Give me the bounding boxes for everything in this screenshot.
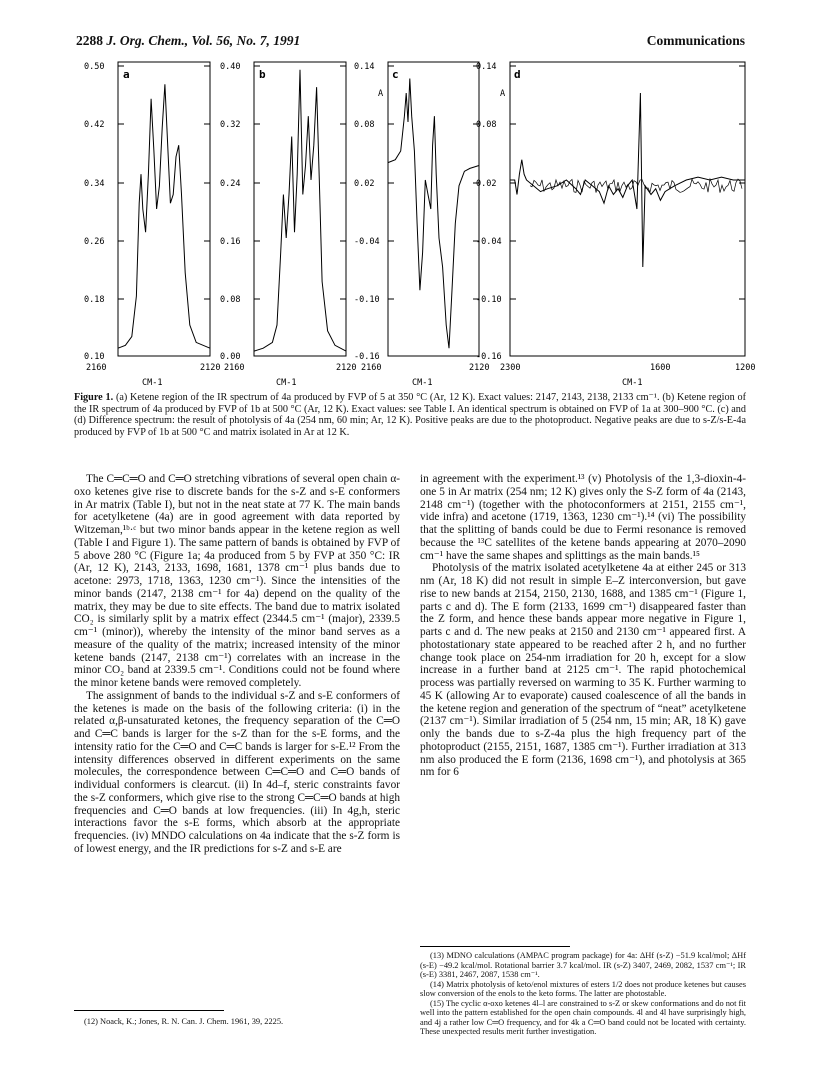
page-number: 2288 — [76, 33, 103, 48]
x-tick-label: 2160 — [361, 363, 382, 373]
y-tick-label: 0.16 — [220, 237, 241, 247]
panel-letter: a — [123, 68, 130, 81]
x-axis-label: CM-1 — [412, 378, 433, 388]
x-axis-label: CM-1 — [276, 378, 297, 388]
spectrum-panel-c — [354, 62, 489, 388]
paragraph: Photolysis of the matrix isolated acetylketene 4a at either 245 or 313 nm (Ar, 18 K) did not result in simple E–Z interconversion, but gave rise to new bands at 2154, 2150, 2130, 1688, and 1385 cm⁻¹ (Figure 1, parts c and d). The E form (2133, 1699 cm⁻¹) disappeared faster than the Z form, and hence these bands appear more negative in Figure 1, parts c and d. The new peaks at 2150 and 2130 cm⁻¹ appeared first. A photostationary state appeared to be reached after 2 h, and no further change took place on 254-nm irradiation for 20 h, except for a slow increase in a further band at 2125 cm⁻¹. The rapid photochemical process was partially reversed on warming to 35 K. Further warming to 45 K (allowing Ar to evaporate) caused coalescence of all the bands in the ketene region and generation of the spectrum of “neat” acetylketene (2137 cm⁻¹). Similar irradiation of 5 (254 nm, 15 min; AR, 18 K) gave only the bands due to s-Z-4a plus the high frequency part of the photoproduct (2155, 2151, 1687, 1385 cm⁻¹). Further irradiation at 313 nm also produced the E form (2136, 1698 cm⁻¹), and photolysis at 365 nm for 6 — [420, 562, 746, 779]
y-tick-label: -0.10 — [354, 295, 380, 305]
spectrum-trace — [118, 84, 210, 348]
y-tick-label: 0.08 — [220, 295, 241, 305]
y-axis-label: A — [500, 89, 506, 99]
y-tick-label: 0.02 — [476, 179, 497, 189]
y-tick-label: 0.02 — [354, 179, 375, 189]
paragraph: The C═C═O and C═O stretching vibrations of several open chain α-oxo ketenes give rise to discrete bands for the s-Z and s-E conformers in Ar matrix (Table I), but not in the neat state at 77 K. The main bands for acetylketene (4a) are in good agreement with data reported by Witzeman,¹ᵇ·ᶜ but two minor bands appear in the ketene region as well (Table I and Figure 1). The same pattern of bands is obtained by FVP of 5 above 280 °C (Figure 1a; 4a produced from 5 by FVP at 350 °C: IR (Ar, 12 K), 2143, 2133, 1698, 1681, 1378 cm⁻¹ plus bands due to acetone: 2973, 1718, 1363, 1230 cm⁻¹). Since the intensities of the minor bands (2147, 2138 cm⁻¹ for 4a) depend on the quality of the matrix, they may be due to site effects. The band due to matrix isolated CO₂ is similarly split by a matrix effect (2344.5 cm⁻¹ (major), 2339.5 cm⁻¹ (minor)), whereby the intensity of the minor band serves as a measure of the quality of the matrix; increased intensity of the minor ketene bands (2147, 2138 cm⁻¹) correlates with an increase in the minor CO₂ band at 2339.5 cm⁻¹. Conditions could not be found where the minor ketene bands were removed completely. — [74, 473, 400, 689]
body-column-left — [74, 473, 400, 856]
y-tick-label: -0.04 — [476, 237, 502, 247]
x-axis-label: CM-1 — [622, 378, 643, 388]
y-tick-label: 0.24 — [220, 179, 241, 189]
y-tick-label: 0.14 — [354, 62, 375, 72]
volume-info: Vol. 56, No. 7, 1991 — [191, 33, 301, 48]
figure-caption — [74, 392, 746, 438]
y-tick-label: 0.18 — [84, 295, 105, 305]
footnote-left — [74, 1017, 400, 1027]
x-tick-label: 2300 — [500, 363, 521, 373]
plot-frame — [254, 62, 346, 356]
plot-frame — [388, 62, 479, 356]
spectrum-panel-a — [84, 62, 220, 388]
y-axis-label: A — [378, 89, 384, 99]
caption-label: Figure 1. — [74, 392, 114, 403]
y-tick-label: 0.32 — [220, 120, 241, 130]
section-title: Communications — [646, 33, 745, 48]
y-tick-label: 0.10 — [84, 352, 105, 362]
y-tick-label: 0.08 — [476, 120, 497, 130]
journal-name: J. Org. Chem., — [106, 33, 189, 48]
plot-frame — [510, 62, 745, 356]
spectrum-panel-d — [476, 62, 755, 388]
x-tick-label: 2120 — [469, 363, 490, 373]
footnote-12: (12) Noack, K.; Jones, R. N. Can. J. Chem. 1961, 39, 2225. — [84, 1017, 284, 1026]
x-tick-label: 2120 — [200, 363, 221, 373]
y-tick-label: 0.14 — [476, 62, 497, 72]
spectrum-trace — [254, 70, 346, 351]
caption-text: (a) Ketene region of the IR spectrum of 4a produced by FVP of 5 at 350 °C (Ar, 12 K). Exact values: 2147, 2143, 2138, 2133 cm⁻¹. (b) Ketene region of the IR spectrum of 4a produced by FVP of 1b at 500 °C (Ar, 12 K). Exact values: see Table I. An identical spectrum is obtained on FVP of 1a at 300–900 °C. (c) and (d) Difference spectrum: the result of photolysis of 4a (254 nm, 60 min; Ar, 12 K). Positive peaks are due to the photoproduct. Negative peaks are due to s-Z/s-E-4a produced by FVP of 1b at 500 °C and matrix isolated in Ar at 12 K. — [74, 392, 746, 438]
footnotes-right — [420, 951, 746, 1037]
panel-letter: c — [392, 68, 399, 81]
y-tick-label: -0.10 — [476, 295, 502, 305]
y-tick-label: 0.00 — [220, 352, 241, 362]
footnote-15: (15) The cyclic α-oxo ketenes 4l–l are constrained to s-Z or skew conformations and do not fit well into the pattern established for the open chain compounds. 4l and 4l have surprisingly high, and 4j a rather low C═O frequency, and for 4k a C═O band could not be located with certainty. These unexpected results merit further investigation. — [420, 998, 746, 1036]
x-axis-label: CM-1 — [142, 378, 163, 388]
footnote-13: (13) MDNO calculations (AMPAC program package) for 4a: ΔHf (s-Z) −51.9 kcal/mol; ΔHf (s-E) −49.2 kcal/mol. Rotational barrier 3.7 kcal/mol. IR (s-Z) 3407, 2469, 2082, 1537 cm⁻¹; IR (s-E) 3381, 2467, 2087, 1538 cm⁻¹. — [420, 951, 746, 979]
paragraph: The assignment of bands to the individual s-Z and s-E conformers of the ketenes is made on the basis of the following criteria: (i) in the related α,β-unsaturated ketones, the frequency separation of the C═O and C═C bands is larger for the s-Z than for the s-E forms, and the intensity ratio for the C═O and C═C bands is larger for s-E.¹² From the intensity differences observed in different experiments on the same molecules, the correspondence between C═C═O and C═O bands of individual conformers is clearcut. (ii) In 4d–f, steric constraints favor the s-Z conformers, which give rise to the strong C═C═O bands at high frequencies and C═O bands at low frequencies. (iii) In 4g,h, steric interactions favor the s-E forms, which absorb at the appropriate frequencies. (iv) MNDO calculations on 4a indicate that the s-Z form is of lowest energy, and the IR predictions for s-Z and s-E are — [74, 689, 400, 855]
y-tick-label: -0.16 — [476, 352, 502, 362]
footnote-14: (14) Matrix photolysis of keto/enol mixtures of esters 1/2 does not produce ketenes but causes slow conversion of the enols to the keto forms. The latter are photostable. — [420, 979, 746, 998]
panel-letter: b — [259, 68, 266, 81]
figure-1-spectra — [0, 0, 820, 392]
spectrum-trace — [388, 79, 479, 349]
footnote-rule-left — [74, 1010, 224, 1011]
spectrum-panel-b — [220, 62, 356, 388]
y-tick-label: 0.08 — [354, 120, 375, 130]
y-tick-label: 0.50 — [84, 62, 105, 72]
spectrum-noise — [530, 179, 742, 193]
x-tick-label: 2120 — [336, 363, 357, 373]
paragraph: in agreement with the experiment.¹³ (v) Photolysis of the 1,3-dioxin-4-one 5 in Ar matrix (254 nm; 12 K) gives only the S-Z form of 4a (2143, 2148 cm⁻¹) (together with the photoconformers at 2151, 2155 cm⁻¹, vide infra) and acetone (1719, 1363, 1230 cm⁻¹).¹⁴ (vi) The possibility that the splitting of bands could be due to Fermi resonance is removed because the ¹³C satellites of the ketene bands appearing at 2070–2090 cm⁻¹ have the same shapes and splittings as the main bands.¹⁵ — [420, 473, 746, 562]
x-tick-label: 1200 — [735, 363, 756, 373]
y-tick-label: -0.16 — [354, 352, 380, 362]
y-tick-label: 0.40 — [220, 62, 241, 72]
body-column-right — [420, 473, 746, 779]
y-tick-label: 0.26 — [84, 237, 105, 247]
x-tick-label: 2160 — [224, 363, 245, 373]
y-tick-label: 0.42 — [84, 120, 105, 130]
x-tick-label: 1600 — [650, 363, 671, 373]
y-tick-label: -0.04 — [354, 237, 380, 247]
x-tick-label: 2160 — [86, 363, 107, 373]
y-tick-label: 0.34 — [84, 179, 105, 189]
panel-letter: d — [514, 68, 521, 81]
footnote-rule-right — [420, 946, 570, 947]
